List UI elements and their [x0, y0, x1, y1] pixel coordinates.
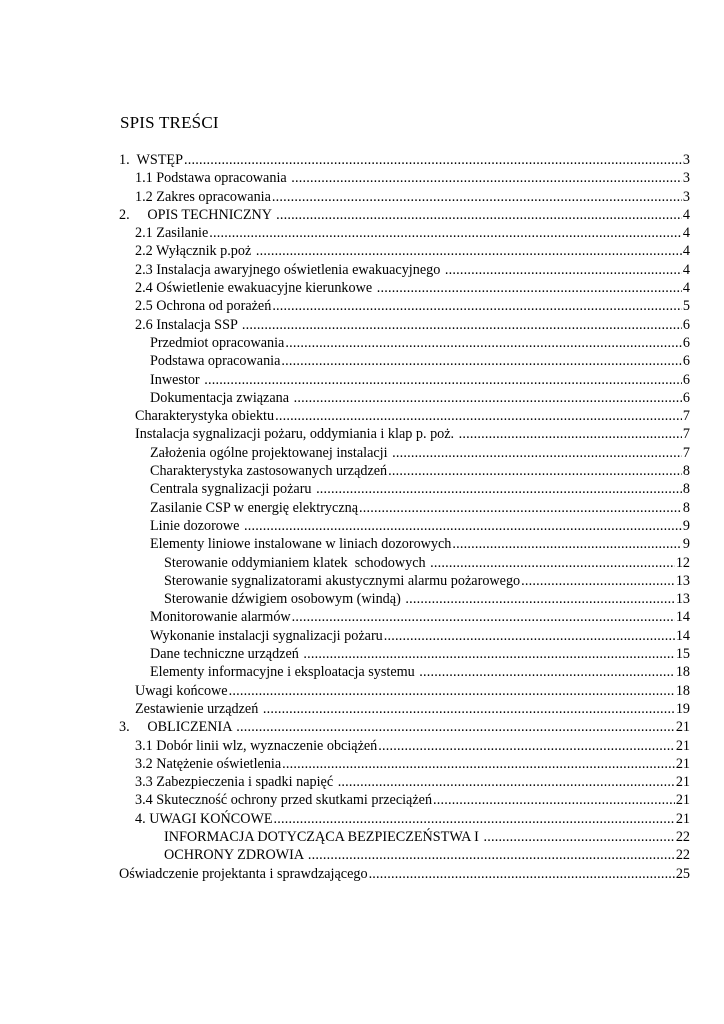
- dot-leader: [184, 151, 682, 169]
- toc-entry[interactable]: [119, 499, 690, 517]
- dot-leader: [459, 425, 682, 443]
- toc-entry-label: 3. OBLICZENIA: [119, 719, 236, 736]
- dot-leader: [392, 444, 682, 462]
- dot-leader: [291, 169, 682, 187]
- dot-leader: [303, 645, 674, 663]
- dot-leader: [430, 554, 675, 572]
- toc-entry[interactable]: [119, 682, 690, 700]
- toc-entry[interactable]: [119, 316, 690, 334]
- dot-leader: [388, 462, 682, 480]
- toc-entry[interactable]: [119, 590, 690, 608]
- toc-entry-label: Charakterystyka obiektu: [135, 408, 275, 425]
- toc-entry-page-number: 8: [682, 499, 690, 516]
- toc-entry[interactable]: [119, 297, 690, 315]
- dot-leader: [236, 718, 675, 736]
- toc-entry[interactable]: [119, 242, 690, 260]
- toc-entry[interactable]: [119, 846, 690, 864]
- toc-entry-page-number: 21: [675, 774, 690, 791]
- dot-leader: [275, 407, 682, 425]
- dot-leader: [445, 261, 682, 279]
- toc-entry-page-number: 6: [682, 353, 690, 370]
- dot-leader: [359, 499, 682, 517]
- dot-leader: [419, 663, 675, 681]
- toc-entry-page-number: 6: [682, 371, 690, 388]
- toc-entry-label: Sterowanie dźwigiem osobowym (windą): [164, 591, 405, 608]
- toc-entry[interactable]: [119, 425, 690, 443]
- toc-entry-label: Przedmiot opracowania: [150, 334, 285, 351]
- toc-entry-page-number: 22: [675, 828, 690, 845]
- dot-leader: [377, 279, 682, 297]
- dot-leader: [292, 608, 675, 626]
- toc-entry-label: 3.4 Skuteczność ochrony przed skutkami przeciążeń: [135, 792, 433, 809]
- toc-entry-page-number: 3: [682, 152, 690, 168]
- toc-entry-label: Podstawa opracowania: [150, 353, 281, 370]
- dot-leader: [521, 572, 675, 590]
- toc-entry[interactable]: [119, 462, 690, 480]
- toc-entry-label: Uwagi końcowe: [135, 682, 228, 699]
- toc-entry-page-number: 21: [675, 719, 690, 736]
- toc-entry-page-number: 18: [675, 664, 690, 681]
- dot-leader: [369, 865, 675, 883]
- toc-entry[interactable]: [119, 224, 690, 242]
- toc-entry-label: Wykonanie instalacji sygnalizacji pożaru: [150, 627, 383, 644]
- dot-leader: [308, 846, 675, 864]
- toc-entry-page-number: 21: [675, 792, 690, 809]
- toc-entry-label: Inwestor: [150, 371, 204, 388]
- toc-entry-label: OCHRONY ZDROWIA: [164, 847, 307, 864]
- toc-entry-label: 1.1 Podstawa opracowania: [135, 170, 291, 187]
- toc-entry-page-number: 7: [682, 408, 690, 425]
- toc-entry-label: Sterowanie sygnalizatorami akustycznymi alarmu pożarowego: [164, 572, 521, 589]
- toc-entry[interactable]: [119, 352, 690, 370]
- toc-entry[interactable]: [119, 517, 690, 535]
- toc-entry-label: Elementy liniowe instalowane w liniach dozorowych: [150, 536, 452, 553]
- dot-leader: [282, 755, 675, 773]
- toc-entry[interactable]: [119, 371, 690, 389]
- toc-entry-label: Zestawienie urządzeń: [135, 700, 262, 717]
- toc-entry-label: Instalacja sygnalizacji pożaru, oddymiania i klap p. poż.: [135, 426, 458, 443]
- toc-entry[interactable]: [119, 480, 690, 498]
- dot-leader: [263, 700, 675, 718]
- toc-entry[interactable]: [119, 828, 690, 846]
- toc-entry-page-number: 7: [682, 444, 690, 461]
- toc-entry-label: INFORMACJA DOTYCZĄCA BEZPIECZEŃSTWA I: [164, 828, 483, 845]
- toc-entry[interactable]: [119, 718, 690, 736]
- toc-entry-label: Dokumentacja związana: [150, 389, 293, 406]
- dot-leader: [272, 188, 682, 206]
- toc-entry-page-number: 9: [682, 536, 690, 553]
- toc-entry-page-number: 4: [682, 261, 690, 278]
- dot-leader: [338, 773, 675, 791]
- toc-entry-page-number: 22: [675, 847, 690, 864]
- dot-leader: [294, 389, 682, 407]
- dot-leader: [433, 791, 675, 809]
- dot-leader: [285, 334, 682, 352]
- dot-leader: [405, 590, 674, 608]
- toc-entry-page-number: 21: [675, 737, 690, 754]
- toc-entry-page-number: 3: [682, 170, 690, 187]
- toc-entry-label: 2.4 Oświetlenie ewakuacyjne kierunkowe: [135, 280, 376, 297]
- table-of-contents: [119, 151, 690, 883]
- toc-entry[interactable]: [119, 865, 690, 883]
- toc-entry-label: 3.1 Dobór linii wlz, wyznaczenie obciążeń: [135, 737, 378, 754]
- toc-entry-page-number: 8: [682, 463, 690, 480]
- toc-entry-page-number: 6: [682, 334, 690, 351]
- toc-entry-page-number: 12: [675, 554, 690, 571]
- toc-entry[interactable]: [119, 444, 690, 462]
- toc-entry-label: Oświadczenie projektanta i sprawdzającego: [119, 865, 368, 882]
- toc-entry[interactable]: [119, 535, 690, 553]
- dot-leader: [281, 352, 682, 370]
- dot-leader: [204, 371, 682, 389]
- toc-entry-page-number: 6: [682, 316, 690, 333]
- toc-entry[interactable]: [119, 645, 690, 663]
- toc-entry-label: 1. WSTĘP: [119, 152, 183, 168]
- toc-entry-page-number: 15: [675, 646, 690, 663]
- toc-entry-label: 1.2 Zakres opracowania: [135, 188, 271, 205]
- toc-entry-page-number: 14: [675, 609, 690, 626]
- toc-entry-label: Monitorowanie alarmów: [150, 609, 291, 626]
- toc-entry[interactable]: [119, 627, 690, 645]
- toc-entry-label: Centrala sygnalizacji pożaru: [150, 481, 316, 498]
- toc-entry[interactable]: [119, 700, 690, 718]
- toc-entry[interactable]: [119, 169, 690, 187]
- toc-entry[interactable]: [119, 188, 690, 206]
- toc-entry-page-number: 4: [682, 225, 690, 242]
- toc-entry[interactable]: [119, 737, 690, 755]
- toc-entry-label: 2.2 Wyłącznik p.poż: [135, 243, 255, 260]
- toc-entry-page-number: 13: [675, 572, 690, 589]
- dot-leader: [452, 535, 682, 553]
- toc-entry-page-number: 13: [675, 591, 690, 608]
- dot-leader: [276, 206, 682, 224]
- toc-entry-page-number: 9: [682, 517, 690, 534]
- toc-entry[interactable]: [119, 279, 690, 297]
- toc-entry[interactable]: [119, 206, 690, 224]
- dot-leader: [384, 627, 675, 645]
- toc-entry-label: 2.5 Ochrona od porażeń: [135, 298, 272, 315]
- toc-entry-page-number: 4: [682, 280, 690, 297]
- dot-leader: [316, 480, 682, 498]
- toc-entry[interactable]: [119, 407, 690, 425]
- toc-entry-label: 3.3 Zabezpieczenia i spadki napięć: [135, 774, 337, 791]
- toc-entry-page-number: 25: [675, 865, 690, 882]
- toc-entry-label: 2. OPIS TECHNICZNY: [119, 206, 276, 223]
- dot-leader: [272, 297, 682, 315]
- toc-entry[interactable]: [119, 663, 690, 681]
- toc-entry-page-number: 4: [682, 243, 690, 260]
- toc-entry[interactable]: [119, 608, 690, 626]
- toc-entry-page-number: 18: [675, 682, 690, 699]
- toc-entry-page-number: 5: [682, 298, 690, 315]
- toc-entry-page-number: 14: [675, 627, 690, 644]
- dot-leader: [256, 242, 682, 260]
- toc-entry-page-number: 7: [682, 426, 690, 443]
- toc-entry[interactable]: [119, 261, 690, 279]
- toc-entry-page-number: 3: [682, 188, 690, 205]
- toc-entry-label: Założenia ogólne projektowanej instalacji: [150, 444, 392, 461]
- toc-entry-label: Zasilanie CSP w energię elektryczną: [150, 499, 359, 516]
- dot-leader: [244, 517, 682, 535]
- dot-leader: [242, 316, 682, 334]
- toc-entry-label: 2.3 Instalacja awaryjnego oświetlenia ewakuacyjnego: [135, 261, 444, 278]
- toc-entry-page-number: 21: [675, 810, 690, 827]
- toc-entry[interactable]: [119, 755, 690, 773]
- toc-entry[interactable]: [119, 810, 690, 828]
- toc-entry[interactable]: [119, 151, 690, 169]
- toc-entry-label: 3.2 Natężenie oświetlenia: [135, 755, 282, 772]
- toc-entry[interactable]: [119, 773, 690, 791]
- dot-leader: [229, 682, 675, 700]
- toc-entry[interactable]: [119, 389, 690, 407]
- toc-entry[interactable]: [119, 791, 690, 809]
- toc-title: SPIS TREŚCI: [120, 113, 219, 132]
- toc-entry-page-number: 19: [675, 700, 690, 717]
- dot-leader: [209, 224, 682, 242]
- toc-entry[interactable]: [119, 334, 690, 352]
- toc-entry-page-number: 6: [682, 389, 690, 406]
- toc-entry-label: Elementy informacyjne i eksploatacja systemu: [150, 664, 419, 681]
- dot-leader: [378, 737, 675, 755]
- toc-entry-label: Linie dozorowe: [150, 517, 243, 534]
- toc-entry[interactable]: [119, 572, 690, 590]
- toc-entry-page-number: 21: [675, 755, 690, 772]
- toc-entry-label: Sterowanie oddymianiem klatek schodowych: [164, 554, 430, 571]
- toc-entry-label: 4. UWAGI KOŃCOWE: [135, 810, 273, 827]
- dot-leader: [274, 810, 675, 828]
- toc-entry-label: 2.1 Zasilanie: [135, 225, 209, 242]
- toc-entry[interactable]: [119, 554, 690, 572]
- toc-entry-label: Charakterystyka zastosowanych urządzeń: [150, 463, 388, 480]
- toc-entry-page-number: 8: [682, 481, 690, 498]
- toc-entry-page-number: 4: [682, 206, 690, 223]
- dot-leader: [483, 828, 674, 846]
- toc-entry-label: Dane techniczne urządzeń: [150, 646, 303, 663]
- toc-entry-label: 2.6 Instalacja SSP: [135, 316, 241, 333]
